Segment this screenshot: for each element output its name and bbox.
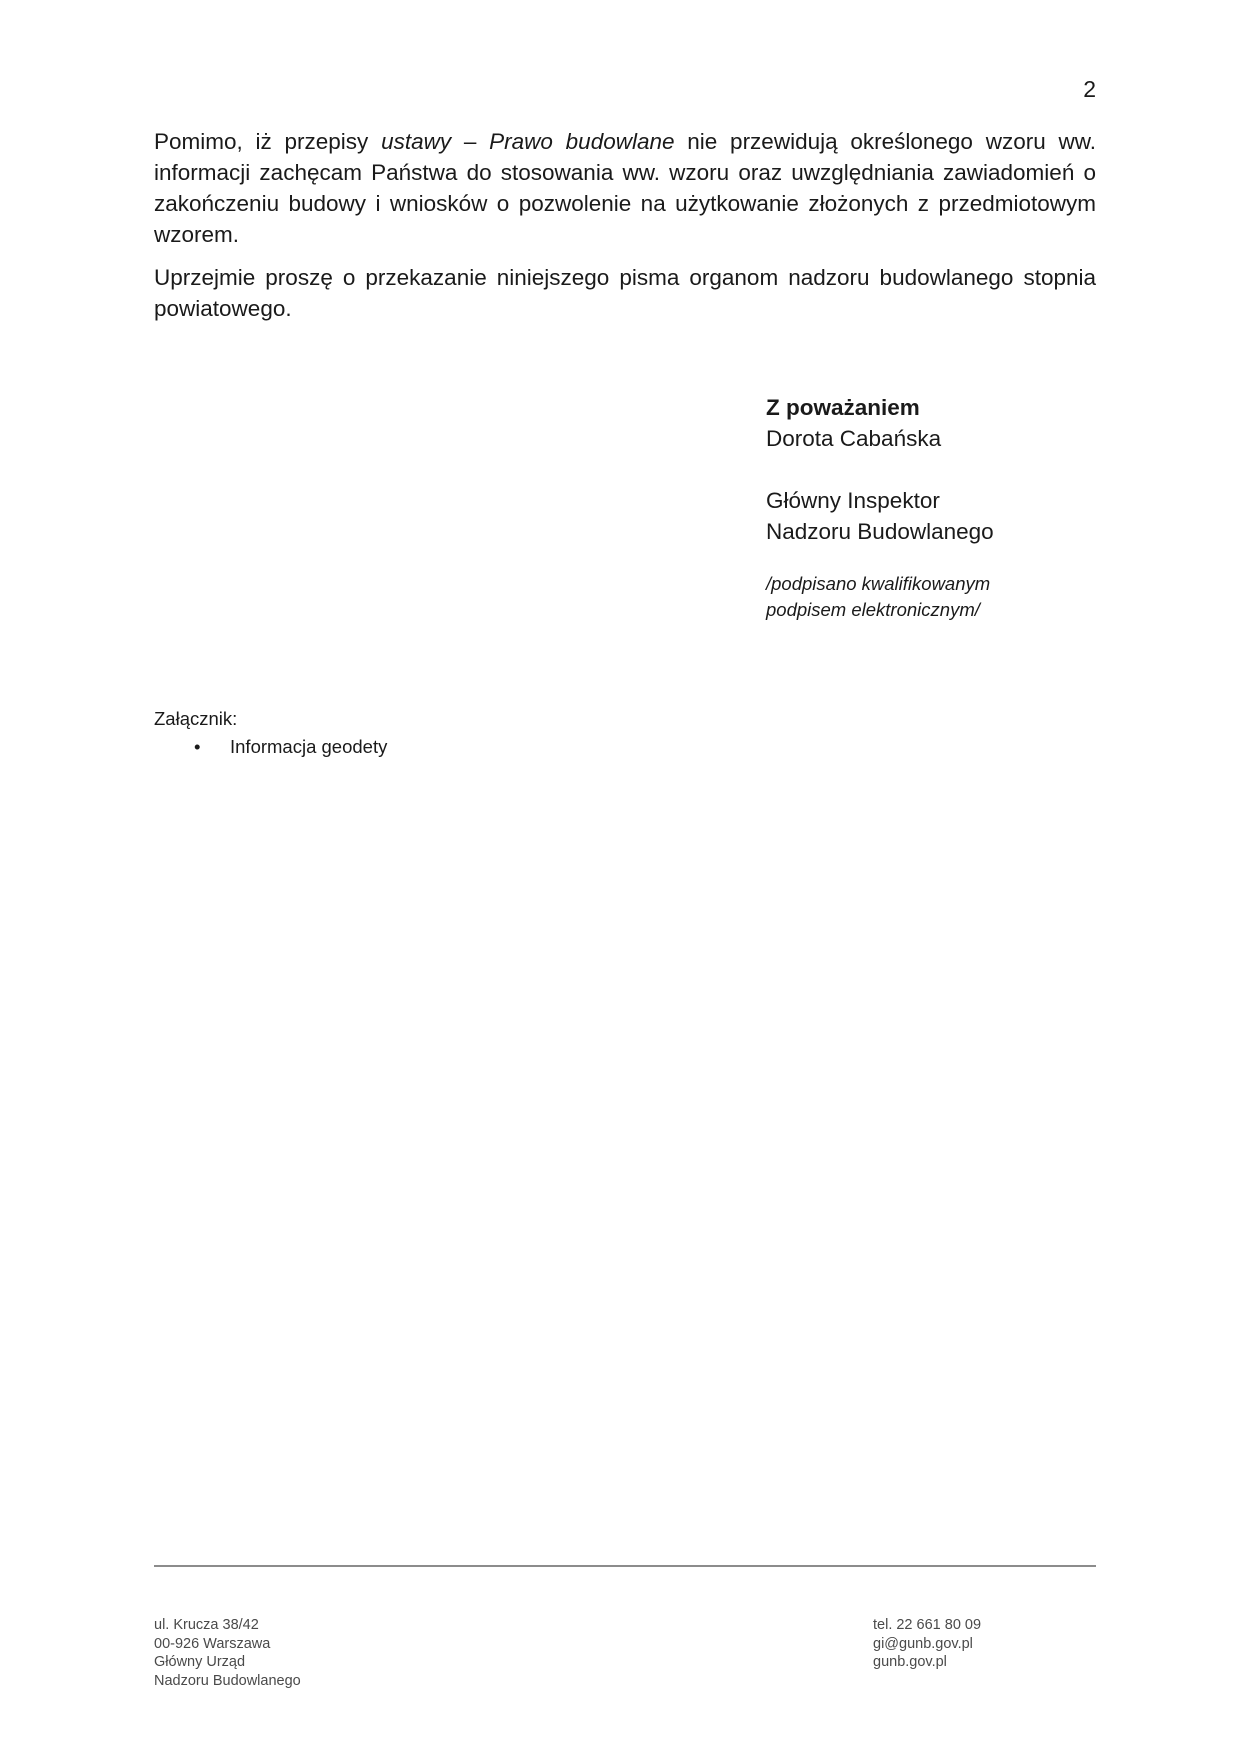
footer-address-street: ul. Krucza 38/42 [154,1617,259,1633]
bullet-icon: • [194,736,201,757]
attachments-heading: Załącznik: [154,708,238,729]
footer-address-org-line-2: Nadzoru Budowlanego [154,1672,301,1689]
footer-address-city: 00-926 Warszawa [154,1635,271,1652]
paragraph-1 [154,126,1096,250]
signatory-name: Dorota Cabańska [766,426,942,451]
footer-website: gunb.gov.pl [873,1654,947,1670]
signature-closing: Z poważaniem [766,395,920,420]
footer-address [154,1616,554,1690]
footer-divider [154,1565,1096,1567]
footer-phone: tel. 22 661 80 09 [873,1617,982,1633]
letter-body [154,126,1096,336]
signature-note [766,571,1096,623]
footer-contact [873,1616,1096,1672]
paragraph-1-text-a: Pomimo, iż przepisy [154,129,382,154]
footer-address-org-line-1: Główny Urząd [154,1654,246,1670]
signature-note-line-2: podpisem elektronicznym/ [766,599,980,620]
paragraph-1-text-c: nie przewidują określonego wzoru ww. informacji zachęcam Państwa do stosowania ww. wzoru oraz uwzględniania zawiadomień o zakończeniu budowy i wniosków o pozwolenie na użytkowanie złożonych z przedmiotowym wzorem. [154,129,1096,247]
signature-spacer [766,454,1096,485]
signature-block [766,392,1096,623]
paragraph-1-italic-prawo: Prawo budowlane [489,129,675,154]
signatory-title-line-1: Główny Inspektor [766,488,940,513]
paragraph-1-text-b: – [451,129,490,154]
paragraph-2: Uprzejmie proszę o przekazanie niniejszego pisma organom nadzoru budowlanego stopnia powiatowego. [154,265,1096,321]
signatory-title-line-2: Nadzoru Budowlanego [766,519,994,544]
attachment-item [154,734,754,760]
paragraph-1-italic-ustawy: ustawy [381,129,452,154]
page-number: 2 [1083,76,1096,102]
attachment-label: Informacja geodety [230,736,388,757]
footer-email: gi@gunb.gov.pl [873,1635,973,1652]
attachments-list [154,734,754,760]
attachments-section [154,706,754,760]
signature-note-line-1: /podpisano kwalifikowanym [766,573,991,594]
